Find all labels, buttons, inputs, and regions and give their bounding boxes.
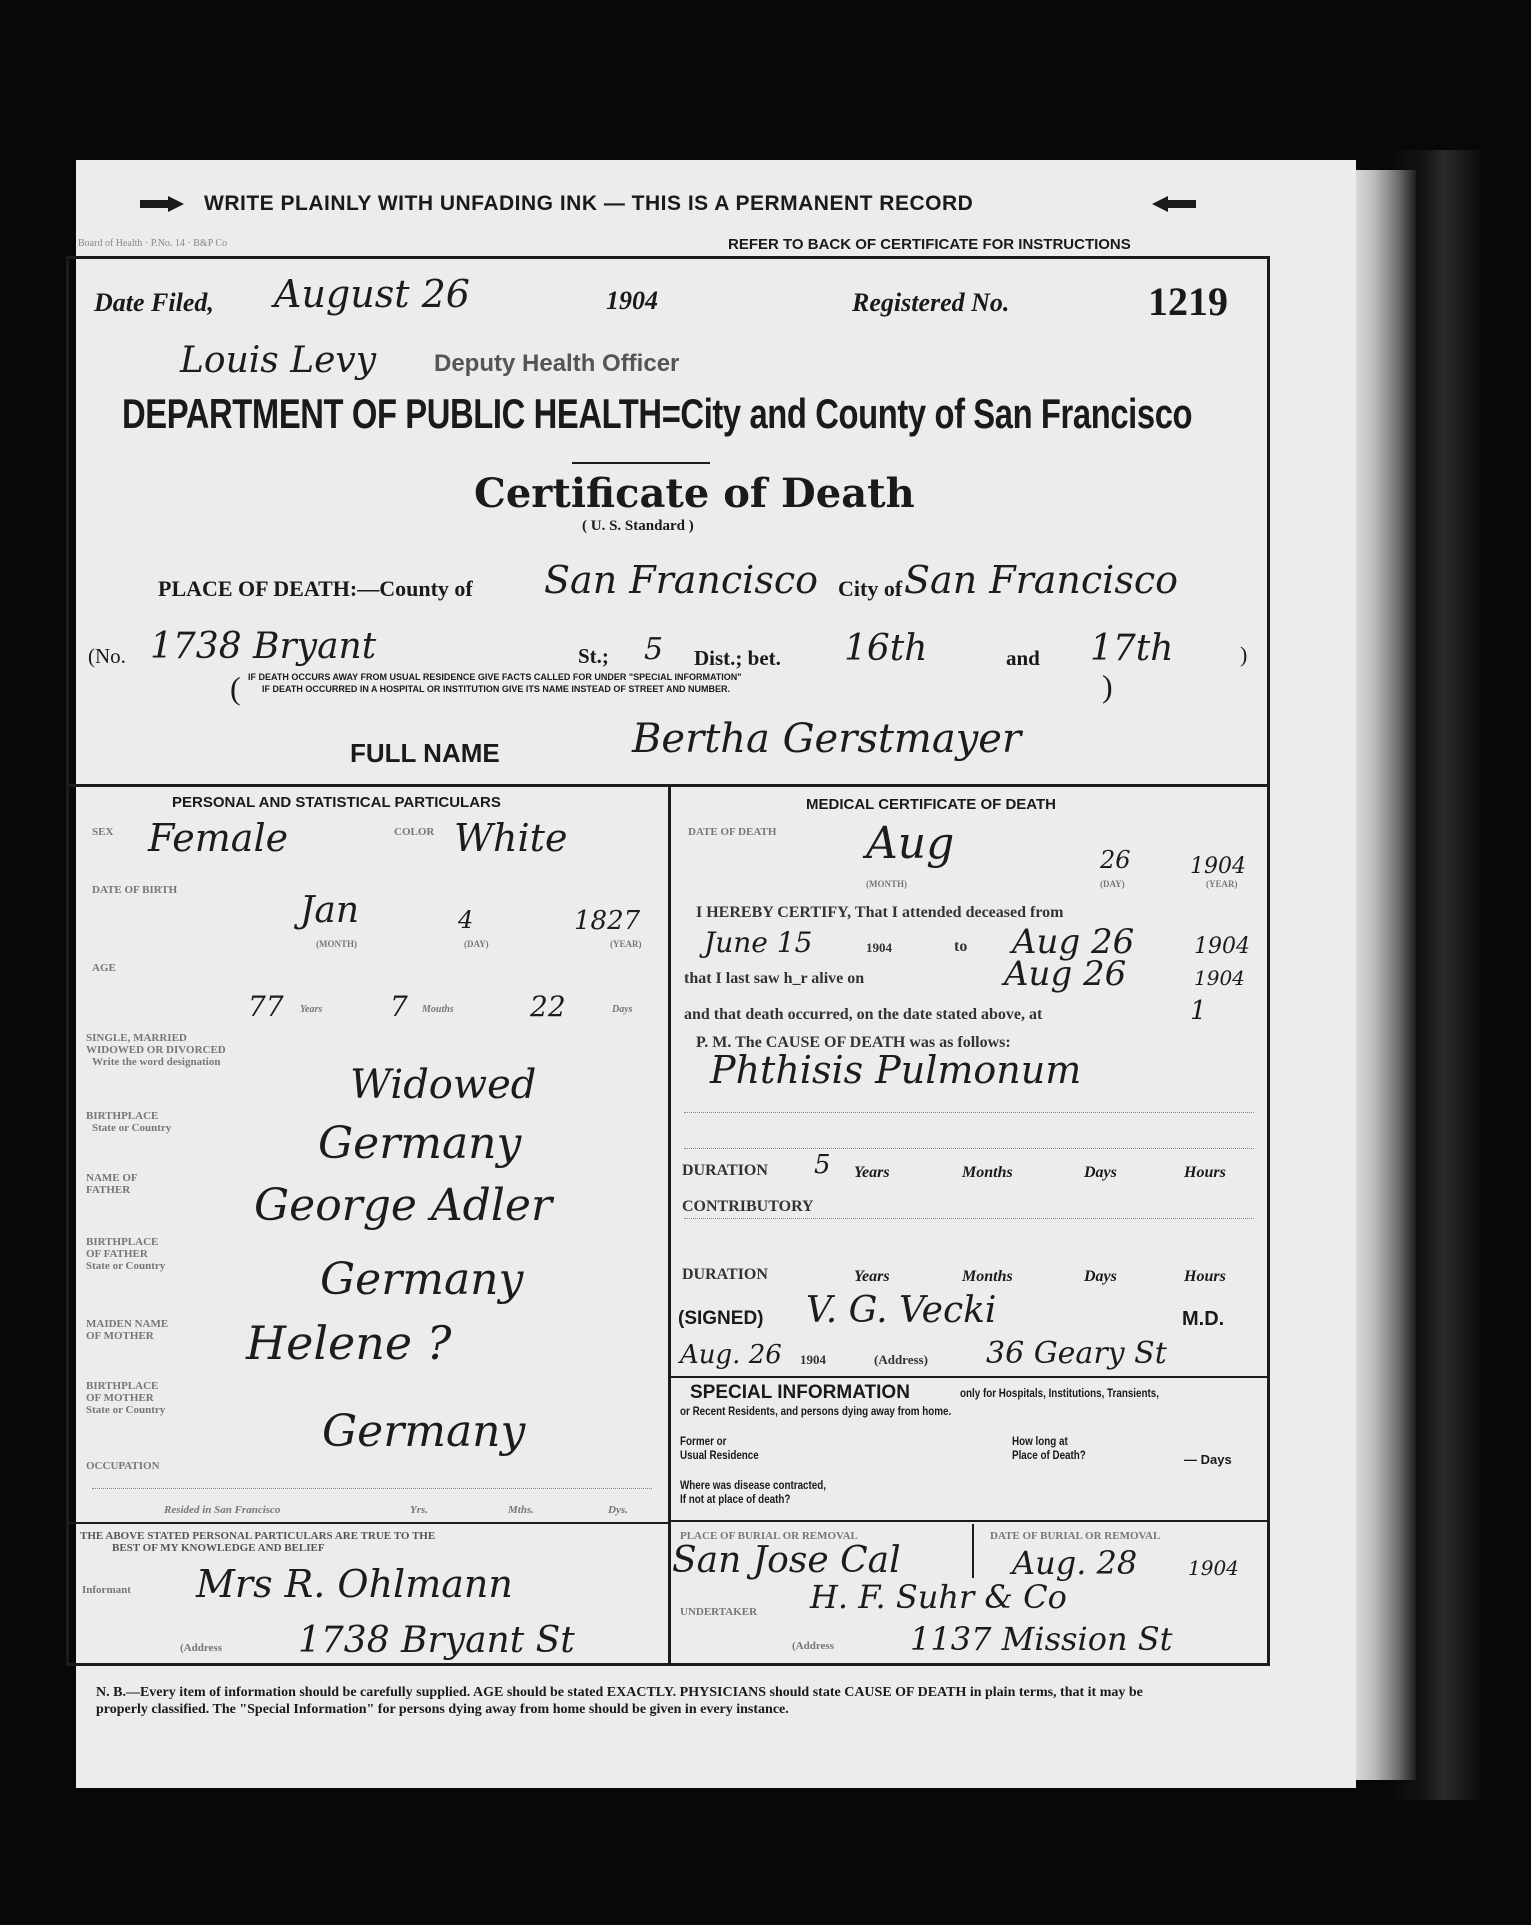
- burial-year: 1904: [1188, 1556, 1239, 1580]
- contracted-label-2: If not at place of death?: [680, 1492, 791, 1506]
- last-saw-statement: that I last saw h_r alive on: [684, 970, 865, 987]
- date-filed-year: 1904: [606, 286, 658, 315]
- special-info-note-2: or Recent Residents, and persons dying away from home.: [680, 1404, 952, 1418]
- burial-date-label: DATE OF BURIAL OR REMOVAL: [990, 1530, 1161, 1542]
- former-residence-label-2: Usual Residence: [680, 1448, 759, 1462]
- color-value: White: [454, 816, 568, 860]
- between-street-2: 17th: [1090, 628, 1174, 669]
- dob-month-caption: (MONTH): [316, 939, 357, 949]
- father-label-2: FATHER: [86, 1184, 131, 1196]
- pointing-hand-icon-right: [1150, 194, 1198, 219]
- attended-from-year: 1904: [866, 940, 892, 955]
- age-years-caption: Years: [300, 1004, 323, 1015]
- birthplace-label-1: BIRTHPLACE: [86, 1110, 159, 1122]
- signed-year: 1904: [800, 1352, 826, 1367]
- column-divider: [668, 786, 671, 1664]
- certificate-subtitle: ( U. S. Standard ): [582, 518, 694, 534]
- age-label: AGE: [92, 962, 116, 974]
- death-month-caption: (MONTH): [866, 879, 907, 889]
- marital-label-1: SINGLE, MARRIED: [86, 1032, 187, 1044]
- informant-address: 1738 Bryant St: [298, 1620, 575, 1661]
- duration2-months-caption: Months: [962, 1268, 1013, 1285]
- date-filed-label: Date Filed,: [94, 288, 214, 317]
- informant-statement-2: BEST OF MY KNOWLEDGE AND BELIEF: [112, 1542, 325, 1554]
- occupation-line: [92, 1488, 652, 1489]
- how-long-label-1: How long at: [1012, 1434, 1068, 1448]
- officer-title: Deputy Health Officer: [434, 350, 680, 377]
- age-months-caption: Mouths: [422, 1004, 454, 1015]
- duration-label-2: DURATION: [682, 1266, 768, 1283]
- street-address: 1738 Bryant: [150, 626, 377, 667]
- signed-label: (SIGNED): [678, 1308, 764, 1329]
- sex-value: Female: [148, 816, 289, 860]
- undertaker-address-label: (Address: [792, 1640, 834, 1652]
- undertaker-address: 1137 Mission St: [910, 1620, 1173, 1658]
- how-long-label-2: Place of Death?: [1012, 1448, 1086, 1462]
- attended-to-label: to: [954, 938, 968, 955]
- duration2-years-caption: Years: [854, 1268, 890, 1285]
- death-date-label: DATE OF DEATH: [688, 826, 777, 838]
- mother-birthplace-label-2: OF MOTHER: [86, 1392, 154, 1404]
- resided-months-caption: Mths.: [508, 1504, 534, 1516]
- full-name-label: FULL NAME: [350, 738, 500, 768]
- last-saw-date: Aug 26: [1004, 954, 1127, 994]
- father-birthplace-label-3: State or Country: [86, 1260, 166, 1272]
- occupation-label: OCCUPATION: [86, 1460, 160, 1472]
- pointing-hand-icon: [138, 194, 186, 219]
- frame-right: [1267, 256, 1270, 1666]
- place-county: San Francisco: [544, 558, 818, 602]
- personal-heading: PERSONAL AND STATISTICAL PARTICULARS: [172, 794, 501, 811]
- certificate-title: Certificate of Death: [474, 470, 915, 517]
- age-days-caption: Days: [612, 1004, 633, 1015]
- md-label: M.D.: [1182, 1308, 1225, 1330]
- place-note-line-2: IF DEATH OCCURRED IN A HOSPITAL OR INSTITUTION GIVE ITS NAME INSTEAD OF STREET AND NUMBER.: [262, 684, 731, 694]
- special-info-note-1: only for Hospitals, Institutions, Transients,: [960, 1386, 1160, 1400]
- cause-label: P. M. The CAUSE OF DEATH was as follows:: [696, 1034, 1011, 1051]
- mother-birthplace-value: Germany: [322, 1406, 526, 1457]
- mother-label-1: MAIDEN NAME: [86, 1318, 169, 1330]
- duration-label: DURATION: [682, 1162, 768, 1179]
- board-of-health-note: Board of Health · P.No. 14 · B&P Co: [78, 238, 228, 249]
- mother-birthplace-label-3: State or Country: [86, 1404, 166, 1416]
- department-heading: DEPARTMENT OF PUBLIC HEALTH=City and County of San Francisco: [122, 390, 1193, 437]
- mother-birthplace-label-1: BIRTHPLACE: [86, 1380, 159, 1392]
- date-filed-month-day: August 26: [274, 272, 470, 316]
- sex-label: SEX: [92, 826, 114, 838]
- duration-months-caption: Months: [962, 1164, 1013, 1181]
- dob-month: Jan: [300, 890, 360, 931]
- father-birthplace-label-2: OF FATHER: [86, 1248, 148, 1260]
- duration-years-value: 5: [814, 1150, 831, 1180]
- dob-day: 4: [458, 906, 474, 934]
- instructions-note: REFER TO BACK OF CERTIFICATE FOR INSTRUCTIONS: [728, 236, 1131, 253]
- father-label-1: NAME OF: [86, 1172, 138, 1184]
- death-day-caption: (DAY): [1100, 879, 1125, 889]
- mother-name: Helene ?: [246, 1316, 452, 1370]
- cause-line-1: [684, 1112, 1254, 1113]
- age-months: 7: [390, 990, 408, 1023]
- age-years: 77: [248, 990, 284, 1023]
- last-saw-year: 1904: [1194, 966, 1245, 990]
- death-month: Aug: [866, 818, 955, 869]
- age-days: 22: [530, 990, 566, 1023]
- marital-value: Widowed: [350, 1062, 537, 1108]
- registered-label: Registered No.: [852, 288, 1010, 317]
- page-stack-edge: [1356, 170, 1416, 1780]
- dob-label: DATE OF BIRTH: [92, 884, 178, 896]
- district-number: 5: [644, 632, 664, 667]
- informant-statement-1: THE ABOVE STATED PERSONAL PARTICULARS ARE TRUE TO THE: [80, 1530, 436, 1542]
- place-note-line-1: IF DEATH OCCURS AWAY FROM USUAL RESIDENCE GIVE FACTS CALLED FOR UNDER "SPECIAL INFORMATION": [248, 672, 742, 682]
- cause-line-2: [684, 1148, 1254, 1149]
- no-label-text: No.: [95, 644, 126, 668]
- dob-year: 1827: [574, 906, 641, 936]
- note-open-paren: (: [230, 670, 241, 706]
- duration2-hours-caption: Hours: [1184, 1268, 1226, 1285]
- mother-label-2: OF MOTHER: [86, 1330, 154, 1342]
- burial-date: Aug. 28: [1012, 1544, 1138, 1582]
- how-long-days: — Days: [1184, 1452, 1232, 1467]
- frame-left: [66, 260, 69, 1666]
- special-info-rule: [670, 1376, 1268, 1378]
- former-residence-label-1: Former or: [680, 1434, 727, 1448]
- certify-statement: I HEREBY CERTIFY, That I attended deceased from: [696, 904, 1064, 921]
- resided-years-caption: Yrs.: [410, 1504, 429, 1516]
- father-birthplace-value: Germany: [320, 1254, 524, 1305]
- undertaker-name: H. F. Suhr & Co: [810, 1578, 1067, 1616]
- dob-day-caption: (DAY): [464, 939, 489, 949]
- birthplace-label-2: State or Country: [92, 1122, 172, 1134]
- physician-address: 36 Geary St: [986, 1336, 1167, 1371]
- st-label: St.;: [578, 644, 609, 668]
- dist-label: Dist.; bet.: [694, 646, 781, 670]
- resided-days-caption: Dys.: [608, 1504, 628, 1516]
- banner-text: WRITE PLAINLY WITH UNFADING INK — THIS IS A PERMANENT RECORD: [204, 192, 974, 215]
- informant-address-label: (Address: [180, 1642, 222, 1654]
- registered-number: 1219: [1148, 279, 1228, 324]
- no-label: (No.: [88, 644, 126, 668]
- note-close-paren: ): [1102, 668, 1113, 704]
- duration-hours-caption: Hours: [1184, 1164, 1226, 1181]
- signed-date: Aug. 26: [680, 1340, 782, 1370]
- close-paren: ): [1240, 642, 1248, 667]
- informant-name: Mrs R. Ohlmann: [196, 1562, 513, 1606]
- resided-label: Resided in San Francisco: [164, 1504, 281, 1516]
- special-info-heading: SPECIAL INFORMATION: [690, 1382, 910, 1403]
- death-day: 26: [1100, 846, 1131, 874]
- physician-signature: V. G. Vecki: [806, 1290, 997, 1331]
- footnote: N. B.—Every item of information should be carefully supplied. AGE should be stated EXACTLY. PHYSICIANS should state CAUSE OF DEATH in plain terms, that it may be properly classified. The "Special Information" for persons dying away from home should be given in every instance.: [96, 1685, 1143, 1717]
- physician-address-label: (Address): [874, 1352, 928, 1367]
- occurred-hour: 1: [1190, 996, 1207, 1026]
- contributory-label: CONTRIBUTORY: [682, 1198, 814, 1215]
- color-label: COLOR: [394, 826, 435, 838]
- attended-from-date: June 15: [704, 926, 813, 959]
- city-label: City of: [838, 576, 903, 601]
- dob-year-caption: (YEAR): [610, 939, 642, 949]
- cause-of-death: Phthisis Pulmonum: [710, 1048, 1082, 1092]
- duration2-days-caption: Days: [1084, 1268, 1117, 1285]
- informant-rule: [68, 1522, 670, 1524]
- full-name-value: Bertha Gerstmayer: [632, 716, 1022, 762]
- father-name: George Adler: [254, 1180, 552, 1231]
- frame-top: [66, 256, 1270, 259]
- between-street-1: 16th: [844, 628, 928, 669]
- medical-heading: MEDICAL CERTIFICATE OF DEATH: [806, 796, 1056, 813]
- contributory-line: [684, 1218, 1254, 1219]
- place-city: San Francisco: [904, 558, 1178, 602]
- burial-place: San Jose Cal: [672, 1540, 901, 1581]
- and-label: and: [1006, 646, 1040, 670]
- death-year: 1904: [1190, 854, 1246, 879]
- title-rule: [572, 462, 710, 464]
- undertaker-label: UNDERTAKER: [680, 1606, 758, 1618]
- occurred-statement: and that death occurred, on the date stated above, at: [684, 1006, 1043, 1023]
- marital-label-3: Write the word designation: [92, 1056, 221, 1068]
- attended-to-year: 1904: [1194, 934, 1250, 959]
- attended-to-date: Aug 26: [1012, 922, 1135, 962]
- burial-divider: [972, 1524, 974, 1578]
- father-birthplace-label-1: BIRTHPLACE: [86, 1236, 159, 1248]
- informant-label: Informant: [82, 1584, 131, 1596]
- birthplace-value: Germany: [318, 1118, 522, 1169]
- death-year-caption: (YEAR): [1206, 879, 1238, 889]
- burial-rule: [670, 1520, 1268, 1522]
- burial-place-label: PLACE OF BURIAL OR REMOVAL: [680, 1530, 858, 1542]
- duration-years-caption: Years: [854, 1164, 890, 1181]
- place-of-death-label: PLACE OF DEATH:—County of: [158, 576, 473, 601]
- duration-days-caption: Days: [1084, 1164, 1117, 1181]
- contracted-label-1: Where was disease contracted,: [680, 1478, 827, 1492]
- marital-label-2: WIDOWED OR DIVORCED: [86, 1044, 226, 1056]
- officer-signature: Louis Levy: [180, 340, 377, 381]
